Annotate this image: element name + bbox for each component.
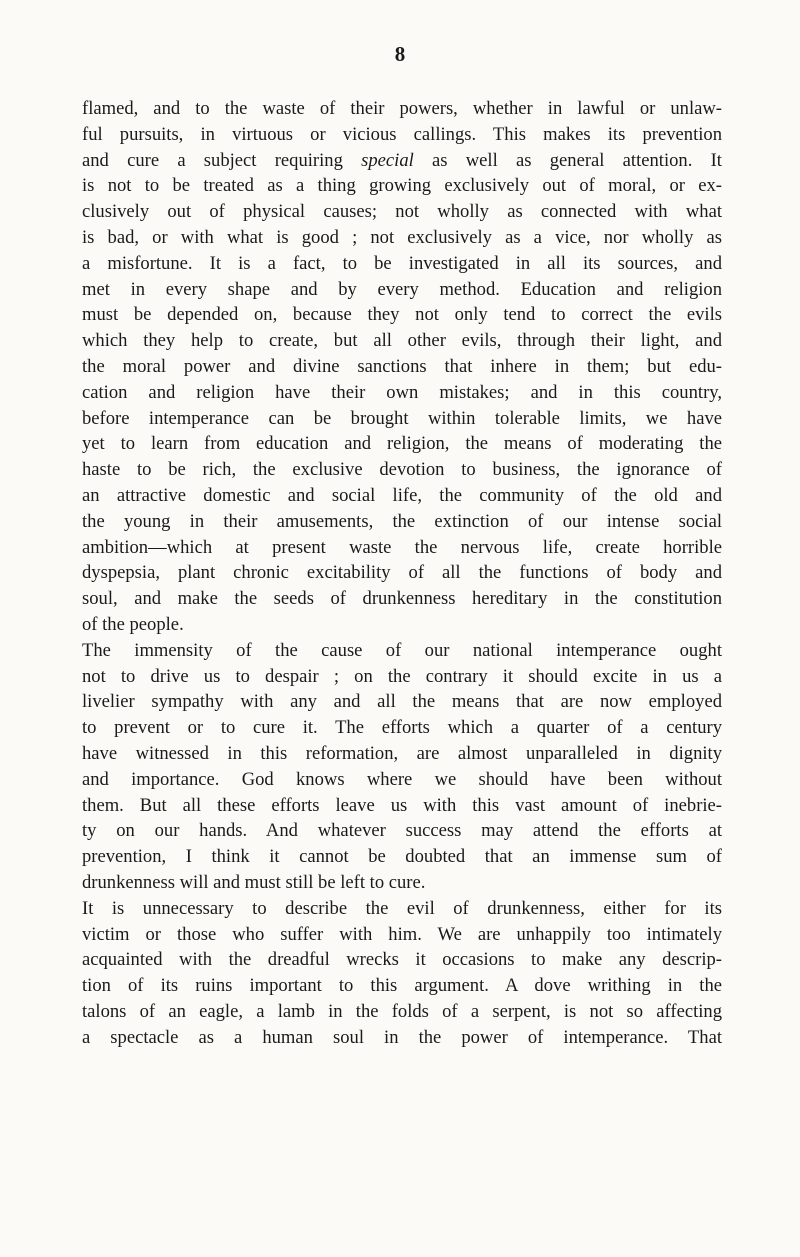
text-line: livelier sympathy with any and all the means that are now employed xyxy=(82,691,722,713)
text-line: must be depended on, because they not only tend to correct the evils xyxy=(82,304,722,326)
text-line: is bad, or with what is good ; not exclusively as a vice, nor wholly as xyxy=(82,226,722,248)
text-line: them. But all these efforts leave us with this vast amount of inebrie- xyxy=(82,794,722,816)
text-line: flamed, and to the waste of their powers, whether in lawful or unlaw- xyxy=(82,98,722,119)
text-line: not to drive us to despair ; on the contrary it should excite in us a xyxy=(82,665,722,687)
text-line: ty on our hands. And whatever success may attend the efforts at xyxy=(82,820,722,842)
italic-emphasis: special xyxy=(361,149,414,171)
text-segment: as well as general attention. It xyxy=(413,149,722,171)
text-line: tion of its ruins important to this argument. A dove writhing in the xyxy=(82,975,722,997)
text-line: of the people. xyxy=(82,613,184,635)
text-line: soul, and make the seeds of drunkenness hereditary in the constitution xyxy=(82,588,722,610)
text-line: the young in their amusements, the extinction of our intense social xyxy=(82,510,722,532)
page-number: 8 xyxy=(394,42,406,66)
text-line: It is unnecessary to describe the evil of drunkenness, either for its xyxy=(82,897,722,919)
text-line: The immensity of the cause of our national intemperance ought xyxy=(82,639,722,661)
text-line: talons of an eagle, a lamb in the folds of a serpent, is not so affecting xyxy=(82,1000,722,1022)
text-line: victim or those who suffer with him. We are unhappily too intimately xyxy=(82,923,722,945)
text-line: clusively out of physical causes; not wholly as connected with what xyxy=(82,201,722,223)
text-segment: and cure a subject requiring xyxy=(82,149,362,171)
text-line: ful pursuits, in virtuous or vicious callings. This makes its prevention xyxy=(82,123,722,145)
text-line: an attractive domestic and social life, the community of the old and xyxy=(82,484,722,506)
text-line: a misfortune. It is a fact, to be investigated in all its sources, and xyxy=(82,252,722,274)
text-line: is not to be treated as a thing growing exclusively out of moral, or ex- xyxy=(82,175,722,197)
text-line: cation and religion have their own mistakes; and in this country, xyxy=(82,381,722,403)
text-line: dyspepsia, plant chronic excitability of all the functions of body and xyxy=(82,562,722,584)
text-line: met in every shape and by every method. Education and religion xyxy=(82,278,722,300)
text-line: to prevent or to cure it. The efforts which a quarter of a century xyxy=(82,717,722,739)
body-text xyxy=(82,96,722,1050)
text-line: haste to be rich, the exclusive devotion to business, the ignorance of xyxy=(82,459,722,481)
text-line: before intemperance can be brought within tolerable limits, we have xyxy=(82,407,722,429)
text-line: drunkenness will and must still be left to cure. xyxy=(82,871,426,893)
text-line: a spectacle as a human soul in the power of intemperance. That xyxy=(82,1026,722,1048)
text-line: have witnessed in this reformation, are almost unparalleled in dignity xyxy=(82,742,722,764)
text-line: acquainted with the dreadful wrecks it occasions to make any descrip- xyxy=(82,949,722,971)
text-line: the moral power and divine sanctions that inhere in them; but edu- xyxy=(82,355,722,377)
text-line: prevention, I think it cannot be doubted that an immense sum of xyxy=(82,846,722,868)
text-line: yet to learn from education and religion, the means of moderating the xyxy=(82,433,722,455)
text-line-with-italic xyxy=(82,148,722,174)
text-line: and importance. God knows where we should have been without xyxy=(82,768,722,790)
text-line: ambition—which at present waste the nervous life, create horrible xyxy=(82,536,722,558)
text-line: which they help to create, but all other evils, through their light, and xyxy=(82,330,722,352)
